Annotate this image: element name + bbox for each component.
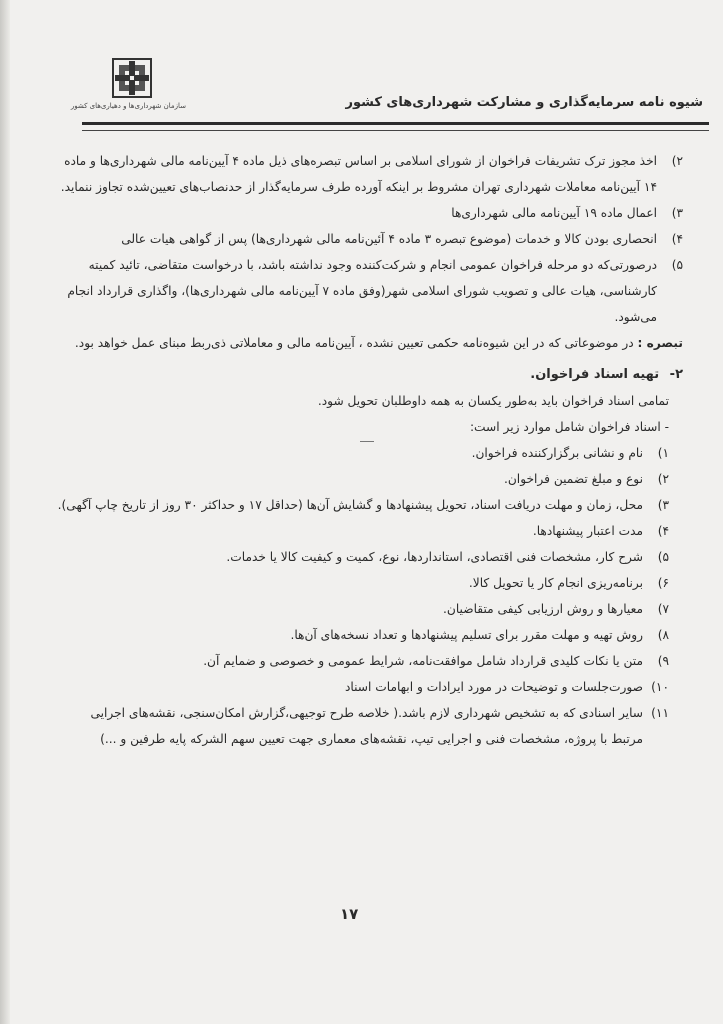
item-text: اعمال ماده ۱۹ آیین‌نامه مالی شهرداری‌ها [451,206,657,220]
section-separator [360,441,374,442]
item-text: شرح کار، مشخصات فنی اقتصادی، استانداردها، نوع، کمیت و کیفیت کالا یا خدمات. [226,550,643,564]
item-text: محل، زمان و مهلت دریافت اسناد، تحویل پیشنهادها و گشایش آن‌ها (حداقل ۱۷ و حداکثر ۳۰ روز از تاریخ چاپ آگهی). [57,498,643,512]
item-text: سایر اسنادی که به تشخیص شهرداری لازم باشد.( خلاصه طرح توجیهی،گزارش امکان‌سنجی، نقشه‌های اجرایی مرتبط با پروژه، مشخصات فنی و اجرایی تیپ، نقشه‌های معماری جهت تعیین سهم الشرکه پایه طرفین و ...) [90,706,643,746]
note-text: در موضوعاتی که در این شیوه‌نامه حکمی تعیین نشده ، آیین‌نامه مالی و معاملاتی ذی‌ربط مبنای عمل خواهد بود. [74,336,634,350]
list-item [55,544,669,570]
list-item [55,674,669,700]
item-number: ۱) [657,446,669,460]
item-text: درصورتی‌که دو مرحله فراخوان عمومی انجام و شرکت‌کننده وجود نداشته باشد، با درخواست متقاضی، تائید کمیته کارشناسی، هیات عالی و تصویب شورای اسلامی شهر(وفق ماده ۷ آیین‌نامه مالی شهرداری‌ها)، واگذاری قرارداد انجام می‌شود. [67,258,657,324]
document-body [55,148,683,752]
list-item [55,466,669,492]
item-number: ۸) [657,628,669,642]
item-text: روش تهیه و مهلت مقرر برای تسلیم پیشنهادها و تعداد نسخه‌های آن‌ها. [290,628,643,642]
note-paragraph [55,330,683,356]
header-rule [82,122,709,131]
logo-caption: سازمان شهرداری‌ها و دهیاری‌های کشور [70,102,186,110]
item-number: ۴) [657,524,669,538]
item-number: ۹) [657,654,669,668]
item-text: اخذ مجوز ترک تشریفات فراخوان از شورای اسلامی بر اساس تبصره‌های ذیل ماده ۴ آیین‌نامه مالی شهرداری‌ها و ماده ۱۴ آیین‌نامه معاملات شهرداری تهران مشروط بر اینکه آورده طرف سرمایه‌گذار از حدنصاب‌های تعیین‌شده تجاوز ننماید. [60,154,657,194]
section-heading [55,362,683,388]
item-number: ۶) [657,576,669,590]
list-item [55,226,683,252]
note-label: تبصره : [637,336,683,350]
list-item [55,148,683,200]
list-item [55,518,669,544]
item-number: ۴) [671,232,683,246]
list-item [55,200,683,226]
item-text: صورت‌جلسات و توضیحات در مورد ایرادات و ابهامات اسناد [344,680,643,694]
item-text: متن یا نکات کلیدی قرارداد شامل موافقت‌نامه، شرایط عمومی و خصوصی و ضمایم آن. [203,654,643,668]
paragraph: تمامی اسناد فراخوان باید به‌طور یکسان به همه داوطلبان تحویل شود. [317,394,669,408]
scan-edge [0,0,10,1024]
organization-logo-icon [112,58,152,98]
list-item [55,492,669,518]
list-item [55,622,669,648]
item-text: معیارها و روش ارزیابی کیفی متقاضیان. [443,602,643,616]
list-item [55,440,669,466]
item-text: نام و نشانی برگزارکننده فراخوان. [471,446,643,460]
document-header-title: شیوه نامه سرمایه‌گذاری و مشارکت شهرداری‌های کشور [345,95,703,110]
item-number: ۵) [657,550,669,564]
page-number: ۱۷ [340,905,359,923]
section-title: تهیه اسناد فراخوان. [530,367,660,382]
item-number: ۵) [671,258,683,272]
documents-list [55,440,683,752]
item-number: ۲) [671,154,683,168]
list-item [55,252,683,330]
list-item [55,596,669,622]
item-number: ۳) [671,206,683,220]
item-number: ۱۰) [651,680,669,694]
item-text: برنامه‌ریزی انجام کار یا تحویل کالا. [468,576,643,590]
item-number: ۷) [657,602,669,616]
item-text: انحصاری بودن کالا و خدمات (موضوع تبصره ۳ ماده ۴ آئین‌نامه مالی شهرداری‌ها) پس از گواهی هیات عالی [121,232,657,246]
item-number: ۱۱) [651,706,669,720]
item-number: ۳) [657,498,669,512]
list-item [55,648,669,674]
section-number: ۲- [669,367,683,382]
list-item [55,700,669,752]
paragraph: - اسناد فراخوان شامل موارد زیر است: [469,420,669,434]
list-item [55,570,669,596]
item-number: ۲) [657,472,669,486]
item-text: مدت اعتبار پیشنهادها. [532,524,643,538]
item-text: نوع و مبلغ تضمین فراخوان. [503,472,643,486]
